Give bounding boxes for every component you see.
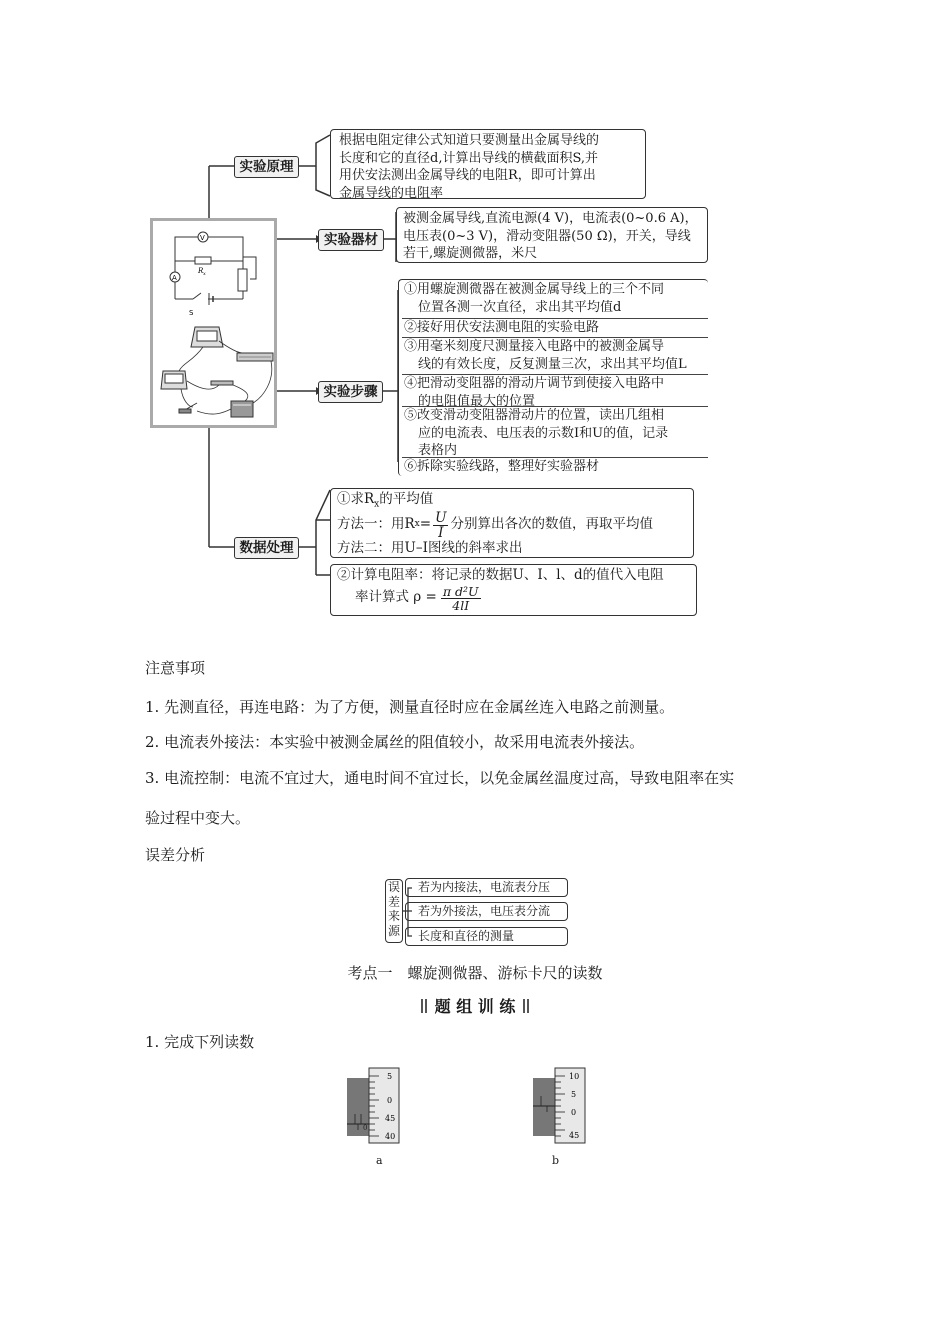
- category-principle: 实验原理: [234, 156, 299, 178]
- step-line: 表格内: [418, 443, 458, 458]
- rho-fraction: $\frac{\text{π d²U}}{4lI}$: [442, 583, 479, 613]
- apparatus-wires: [179, 341, 272, 414]
- step-line: ②接好用伏安法测电阻的实验电路: [404, 320, 600, 335]
- tick-label: 0: [387, 1096, 393, 1105]
- banner: [0, 994, 950, 1017]
- micrometer-b-label: b: [552, 1154, 560, 1167]
- tick-label: 5: [387, 1072, 393, 1081]
- step-item: [402, 458, 708, 476]
- step-line: 位置各测一次直径，求出其平均值d: [418, 299, 622, 315]
- resistivity-line-1: ②计算电阻率：将记录的数据U、I、l、d的值代入电阻: [337, 567, 664, 583]
- tick-label: 40: [385, 1132, 396, 1141]
- error-item: 若为外接法，电压表分流: [405, 902, 568, 921]
- principle-box: [330, 129, 646, 199]
- error-item: 长度和直径的测量: [405, 927, 568, 946]
- step-line: ⑥拆除实验线路，整理好实验器材: [404, 459, 600, 474]
- tick-label: 45: [385, 1114, 396, 1123]
- data-processing-box-1: [330, 488, 694, 558]
- note-item: 2. 电流表外接法：本实验中被测金属丝的阻值较小，故采用电流表外接法。: [145, 733, 645, 751]
- apparatus-figure: [150, 218, 277, 428]
- tick-label: 45: [569, 1131, 580, 1140]
- equipment-line: 被测金属导线,直流电源(4 V)，电流表(0~0.6 A)，: [403, 211, 698, 226]
- fraction: $\frac{U}{I}$: [435, 509, 447, 541]
- step-item: [402, 407, 708, 458]
- category-steps: 实验步骤: [318, 381, 383, 403]
- banner-bar-left: [425, 999, 427, 1013]
- error-item: 若为内接法，电流表分压: [405, 878, 568, 897]
- note-item: 3. 电流控制：电流不宜过大，通电时间不宜过长，以免金属丝温度过高，导致电阻率在实: [145, 769, 735, 787]
- apparatus-sketch: [161, 327, 273, 417]
- section-title: 考点一 螺旋测微器、游标卡尺的读数: [347, 964, 603, 982]
- question-text: 1. 完成下列读数: [145, 1033, 255, 1051]
- notes-heading: 注意事项: [145, 659, 206, 677]
- voltmeter-label: V: [200, 234, 205, 242]
- category-equipment: 实验器材: [318, 229, 384, 251]
- step-line: ⑤改变滑动变阻器滑动片的位置，读出几组相: [404, 408, 665, 423]
- equipment-box: [396, 207, 708, 263]
- svg-text:x: x: [203, 271, 206, 277]
- step-item: [402, 375, 708, 407]
- banner-bar-right: [523, 999, 525, 1013]
- ammeter-label: A: [172, 274, 177, 282]
- resistivity-line-2: 率计算式 ρ = $\frac{\text{π d²U}}{4lI}$: [355, 583, 479, 613]
- data-processing-box-2: [330, 564, 697, 616]
- method-1: 方法一：用R x = $\frac{U}{I}$ 分别算出各次的数值，再取平均值: [337, 509, 653, 541]
- error-source-box: 误 差 来 源: [385, 879, 403, 943]
- step-line: ①用螺旋测微器在被测金属导线上的三个不同: [404, 282, 665, 297]
- micrometer-a: [345, 1066, 415, 1146]
- step-line: 线的有效长度，反复测量三次，求出其平均值L: [418, 356, 687, 372]
- category-data: 数据处理: [234, 537, 299, 559]
- switch-label: S: [189, 309, 194, 317]
- principle-line: 长度和它的直径d,计算出导线的横截面积S,并: [339, 150, 599, 166]
- zero-label: 0: [363, 1124, 368, 1132]
- step-line: ③用毫米刻度尺测量接入电路中的被测金属导: [404, 339, 665, 354]
- method-2: 方法二：用U–I图线的斜率求出: [337, 540, 523, 556]
- step-item: [402, 338, 708, 375]
- equipment-line: 若干,螺旋测微器，米尺: [403, 246, 538, 261]
- step-line: ④把滑动变阻器的滑动片调节到使接入电路中: [404, 376, 665, 391]
- principle-line: 根据电阻定律公式知道只要测量出金属导线的: [339, 133, 600, 148]
- tick-label: 5: [571, 1090, 577, 1099]
- equipment-line: 电压表(0~3 V)，滑动变阻器(50 Ω)，开关，导线: [403, 228, 691, 244]
- note-item: 1. 先测直径，再连电路：为了方便，测量直径时应在金属丝连入电路之前测量。: [145, 698, 675, 716]
- banner-bar-left: [421, 999, 423, 1013]
- data-item-1: ①求$R_x$的平均值: [337, 491, 434, 510]
- banner-bar-right: [527, 999, 529, 1013]
- step-item: [402, 319, 708, 338]
- step-line: 应的电流表、电压表的示数I和U的值，记录: [418, 425, 669, 441]
- micrometer-b: [531, 1066, 601, 1146]
- principle-line: 用伏安法测出金属导线的电阻R，即可计算出: [339, 168, 596, 183]
- principle-line: 金属导线的电阻率: [339, 185, 444, 201]
- step-line: 的电阻值最大的位置: [418, 393, 536, 409]
- note-item: 验过程中变大。: [145, 809, 251, 827]
- banner-text: 题 组 训 练: [434, 997, 516, 1016]
- error-heading: 误差分析: [145, 846, 206, 864]
- resistor-label: R: [198, 267, 204, 275]
- step-item: [402, 281, 708, 319]
- tick-label: 0: [571, 1108, 577, 1117]
- tick-label: 10: [569, 1072, 580, 1081]
- micrometer-a-label: a: [376, 1154, 383, 1167]
- circuit-diagram: [153, 221, 274, 425]
